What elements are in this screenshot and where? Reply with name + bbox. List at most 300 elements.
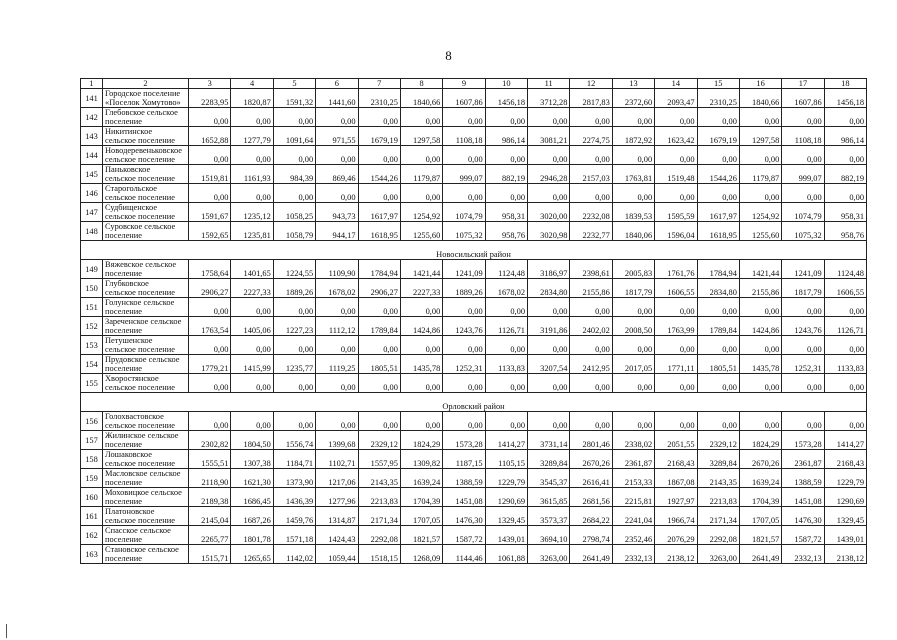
value-cell: 1519,81	[189, 165, 231, 184]
column-header: 6	[316, 79, 358, 89]
value-cell: 0,00	[739, 412, 781, 431]
row-number: 160	[81, 488, 103, 507]
district-section-row	[81, 241, 867, 260]
value-cell: 2292,08	[358, 526, 400, 545]
value-cell: 1415,99	[231, 355, 273, 374]
value-cell: 2361,87	[782, 450, 824, 469]
settlement-name-line: «Поселок Хомутово»	[105, 98, 181, 107]
settlement-name-line: Спасское сельское	[105, 526, 171, 535]
settlement-name	[103, 526, 189, 545]
value-cell: 2641,49	[739, 545, 781, 564]
value-cell: 1255,60	[400, 222, 442, 241]
value-cell: 0,00	[697, 412, 739, 431]
value-cell: 1441,60	[316, 89, 358, 108]
value-cell: 1621,30	[231, 469, 273, 488]
value-cell: 0,00	[485, 108, 527, 127]
settlement-name-line: Старогольское	[105, 184, 157, 193]
value-cell: 1290,69	[485, 488, 527, 507]
value-cell: 2302,82	[189, 431, 231, 450]
value-cell: 0,00	[400, 184, 442, 203]
value-cell: 0,00	[570, 146, 612, 165]
settlement-name-line: поселение	[105, 535, 142, 544]
value-cell: 1074,79	[782, 203, 824, 222]
value-cell: 1421,44	[400, 260, 442, 279]
value-cell: 2171,34	[358, 507, 400, 526]
value-cell: 3186,97	[528, 260, 570, 279]
value-cell: 1704,39	[739, 488, 781, 507]
value-cell: 1126,71	[824, 317, 866, 336]
value-cell: 2352,46	[612, 526, 654, 545]
settlement-name-line: сельское поселение	[105, 345, 175, 354]
settlement-name-line: Масловское сельское	[105, 469, 181, 478]
value-cell: 1235,12	[231, 203, 273, 222]
value-cell: 0,00	[528, 146, 570, 165]
value-cell: 1059,44	[316, 545, 358, 564]
value-cell: 882,19	[824, 165, 866, 184]
value-cell: 2227,33	[400, 279, 442, 298]
value-cell: 1867,08	[655, 469, 697, 488]
row-number: 149	[81, 260, 103, 279]
value-cell: 0,00	[697, 336, 739, 355]
settlement-name-line: Прудовское сельское	[105, 355, 180, 364]
value-cell: 1229,79	[485, 469, 527, 488]
value-cell: 2329,12	[697, 431, 739, 450]
value-cell: 1518,15	[358, 545, 400, 564]
settlement-name-line: сельское поселение	[105, 288, 175, 297]
value-cell: 1617,97	[358, 203, 400, 222]
settlement-name	[103, 298, 189, 317]
value-cell: 0,00	[612, 336, 654, 355]
settlement-name-line: сельское поселение	[105, 193, 175, 202]
settlement-name-line: Вяжевское сельское	[105, 260, 177, 269]
value-cell: 2906,27	[358, 279, 400, 298]
value-cell: 3615,85	[528, 488, 570, 507]
district-section-row	[81, 393, 867, 412]
value-cell: 2338,02	[612, 431, 654, 450]
settlement-name-line: сельское поселение	[105, 383, 175, 392]
value-cell: 1435,78	[400, 355, 442, 374]
value-cell: 1595,59	[655, 203, 697, 222]
value-cell: 3263,00	[528, 545, 570, 564]
value-cell: 0,00	[400, 146, 442, 165]
value-cell: 1235,77	[273, 355, 315, 374]
value-cell: 1557,95	[358, 450, 400, 469]
value-cell: 1571,18	[273, 526, 315, 545]
settlement-name-line: сельское поселение	[105, 421, 175, 430]
settlement-name	[103, 146, 189, 165]
value-cell: 1456,18	[485, 89, 527, 108]
value-cell: 0,00	[358, 184, 400, 203]
value-cell: 1459,76	[273, 507, 315, 526]
value-cell: 1840,66	[739, 89, 781, 108]
settlement-name	[103, 545, 189, 564]
value-cell: 0,00	[231, 184, 273, 203]
value-cell: 2155,86	[570, 279, 612, 298]
value-cell: 1252,31	[443, 355, 485, 374]
value-cell: 0,00	[824, 336, 866, 355]
value-cell: 1606,55	[655, 279, 697, 298]
column-header: 13	[612, 79, 654, 89]
value-cell: 2051,55	[655, 431, 697, 450]
value-cell: 882,19	[485, 165, 527, 184]
table-row	[81, 431, 867, 450]
value-cell: 1707,05	[739, 507, 781, 526]
settlement-name-line: Паньковское	[105, 165, 151, 174]
value-cell: 2681,56	[570, 488, 612, 507]
value-cell: 0,00	[528, 336, 570, 355]
table-row	[81, 222, 867, 241]
settlement-name-line: Голохвастовское	[105, 412, 164, 421]
value-cell: 0,00	[443, 374, 485, 393]
value-cell: 0,00	[824, 108, 866, 127]
value-cell: 0,00	[485, 146, 527, 165]
settlement-name-line: Становское сельское	[105, 545, 179, 554]
value-cell: 0,00	[697, 374, 739, 393]
value-cell: 1451,08	[782, 488, 824, 507]
settlement-name-line: сельское поселение	[105, 136, 175, 145]
value-cell: 0,00	[782, 108, 824, 127]
value-cell: 0,00	[358, 412, 400, 431]
settlement-name-line: Зареченское сельское	[105, 317, 182, 326]
settlement-name	[103, 108, 189, 127]
value-cell: 3020,98	[528, 222, 570, 241]
value-cell: 0,00	[697, 298, 739, 317]
value-cell: 0,00	[485, 412, 527, 431]
value-cell: 1707,05	[400, 507, 442, 526]
value-cell: 1607,86	[443, 89, 485, 108]
value-cell: 2017,05	[612, 355, 654, 374]
column-header: 7	[358, 79, 400, 89]
value-cell: 3545,37	[528, 469, 570, 488]
value-cell: 1179,87	[739, 165, 781, 184]
value-cell: 0,00	[570, 336, 612, 355]
table-row	[81, 279, 867, 298]
value-cell: 1821,57	[400, 526, 442, 545]
settlement-name-line: Глубковское	[105, 279, 149, 288]
value-cell: 0,00	[655, 298, 697, 317]
value-cell: 0,00	[443, 412, 485, 431]
value-cell: 0,00	[612, 146, 654, 165]
value-cell: 0,00	[400, 374, 442, 393]
value-cell: 0,00	[358, 298, 400, 317]
value-cell: 1587,72	[782, 526, 824, 545]
value-cell: 1456,18	[824, 89, 866, 108]
value-cell: 0,00	[570, 298, 612, 317]
value-cell: 0,00	[697, 184, 739, 203]
settlement-name-line: сельское поселение	[105, 155, 175, 164]
value-cell: 984,39	[273, 165, 315, 184]
value-cell: 0,00	[782, 146, 824, 165]
row-number: 147	[81, 203, 103, 222]
table-row	[81, 469, 867, 488]
value-cell: 1277,79	[231, 127, 273, 146]
value-cell: 2834,80	[697, 279, 739, 298]
value-cell: 0,00	[485, 374, 527, 393]
value-cell: 0,00	[358, 108, 400, 127]
value-cell: 2189,38	[189, 488, 231, 507]
value-cell: 2076,29	[655, 526, 697, 545]
value-cell: 0,00	[782, 336, 824, 355]
value-cell: 1112,12	[316, 317, 358, 336]
column-header: 3	[189, 79, 231, 89]
column-header: 18	[824, 79, 866, 89]
value-cell: 0,00	[316, 184, 358, 203]
value-cell: 1824,29	[739, 431, 781, 450]
settlement-name	[103, 260, 189, 279]
table-row	[81, 127, 867, 146]
table-row	[81, 507, 867, 526]
table-row	[81, 165, 867, 184]
value-cell: 0,00	[273, 298, 315, 317]
value-cell: 1399,68	[316, 431, 358, 450]
value-cell: 0,00	[231, 336, 273, 355]
row-number: 143	[81, 127, 103, 146]
value-cell: 1255,60	[739, 222, 781, 241]
settlement-name-line: поселение	[105, 307, 142, 316]
settlement-name-line: Платоновское	[105, 507, 155, 516]
value-cell: 0,00	[400, 108, 442, 127]
value-cell: 2798,74	[570, 526, 612, 545]
settlement-name	[103, 431, 189, 450]
value-cell: 1277,96	[316, 488, 358, 507]
row-number: 155	[81, 374, 103, 393]
value-cell: 0,00	[231, 374, 273, 393]
value-cell: 3712,28	[528, 89, 570, 108]
value-cell: 1241,09	[782, 260, 824, 279]
value-cell: 2232,08	[570, 203, 612, 222]
column-header: 8	[400, 79, 442, 89]
column-header: 15	[697, 79, 739, 89]
value-cell: 1254,92	[400, 203, 442, 222]
value-cell: 0,00	[316, 374, 358, 393]
column-header: 2	[103, 79, 189, 89]
value-cell: 0,00	[443, 298, 485, 317]
value-cell: 986,14	[824, 127, 866, 146]
table-row	[81, 336, 867, 355]
district-title: Новосильский район	[81, 241, 867, 260]
value-cell: 1889,26	[443, 279, 485, 298]
column-header: 10	[485, 79, 527, 89]
value-cell: 1763,54	[189, 317, 231, 336]
row-number: 141	[81, 89, 103, 108]
value-cell: 1678,02	[485, 279, 527, 298]
settlement-name	[103, 469, 189, 488]
value-cell: 2215,81	[612, 488, 654, 507]
value-cell: 1784,94	[358, 260, 400, 279]
value-cell: 0,00	[316, 298, 358, 317]
value-cell: 944,17	[316, 222, 358, 241]
value-cell: 1388,59	[782, 469, 824, 488]
value-cell: 0,00	[697, 146, 739, 165]
value-cell: 999,07	[782, 165, 824, 184]
value-cell: 1187,15	[443, 450, 485, 469]
value-cell: 1805,51	[358, 355, 400, 374]
value-cell: 1142,02	[273, 545, 315, 564]
value-cell: 986,14	[485, 127, 527, 146]
value-cell: 1840,06	[612, 222, 654, 241]
value-cell: 0,00	[739, 146, 781, 165]
value-cell: 2171,34	[697, 507, 739, 526]
header-row	[81, 79, 867, 89]
value-cell: 0,00	[782, 298, 824, 317]
value-cell: 2670,26	[739, 450, 781, 469]
value-cell: 0,00	[316, 108, 358, 127]
table-row	[81, 203, 867, 222]
settlement-name	[103, 184, 189, 203]
settlement-name-line: Хворостянское	[105, 374, 159, 383]
value-cell: 0,00	[697, 108, 739, 127]
column-header: 11	[528, 79, 570, 89]
settlement-name-line: поселение	[105, 554, 142, 563]
value-cell: 0,00	[358, 146, 400, 165]
value-cell: 943,73	[316, 203, 358, 222]
value-cell: 1435,78	[739, 355, 781, 374]
settlement-name-line: Судбищенское	[105, 203, 158, 212]
value-cell: 2332,13	[612, 545, 654, 564]
value-cell: 0,00	[273, 108, 315, 127]
value-cell: 0,00	[400, 336, 442, 355]
value-cell: 0,00	[485, 336, 527, 355]
value-cell: 0,00	[189, 336, 231, 355]
table-row	[81, 108, 867, 127]
value-cell: 1872,92	[612, 127, 654, 146]
row-number: 150	[81, 279, 103, 298]
value-cell: 2361,87	[612, 450, 654, 469]
value-cell: 1840,66	[400, 89, 442, 108]
value-cell: 2241,04	[612, 507, 654, 526]
column-header: 9	[443, 79, 485, 89]
value-cell: 0,00	[739, 184, 781, 203]
value-cell: 2616,41	[570, 469, 612, 488]
value-cell: 0,00	[528, 374, 570, 393]
value-cell: 0,00	[612, 298, 654, 317]
value-cell: 1789,84	[358, 317, 400, 336]
value-cell: 2946,28	[528, 165, 570, 184]
value-cell: 2155,86	[739, 279, 781, 298]
value-cell: 2372,60	[612, 89, 654, 108]
column-header: 5	[273, 79, 315, 89]
value-cell: 1596,04	[655, 222, 697, 241]
value-cell: 1102,71	[316, 450, 358, 469]
value-cell: 1439,01	[824, 526, 866, 545]
row-number: 157	[81, 431, 103, 450]
value-cell: 1179,87	[400, 165, 442, 184]
value-cell: 2684,22	[570, 507, 612, 526]
value-cell: 1623,42	[655, 127, 697, 146]
value-cell: 1556,74	[273, 431, 315, 450]
value-cell: 1243,76	[782, 317, 824, 336]
value-cell: 1405,06	[231, 317, 273, 336]
value-cell: 0,00	[273, 374, 315, 393]
value-cell: 0,00	[189, 374, 231, 393]
value-cell: 1515,71	[189, 545, 231, 564]
value-cell: 2310,25	[358, 89, 400, 108]
value-cell: 1297,58	[739, 127, 781, 146]
value-cell: 2005,83	[612, 260, 654, 279]
column-header: 17	[782, 79, 824, 89]
value-cell: 1414,27	[485, 431, 527, 450]
value-cell: 3573,37	[528, 507, 570, 526]
value-cell: 1414,27	[824, 431, 866, 450]
value-cell: 2412,95	[570, 355, 612, 374]
value-cell: 2143,35	[358, 469, 400, 488]
row-number: 148	[81, 222, 103, 241]
value-cell: 1133,83	[485, 355, 527, 374]
row-number: 144	[81, 146, 103, 165]
value-cell: 1314,87	[316, 507, 358, 526]
settlement-name	[103, 222, 189, 241]
value-cell: 1401,65	[231, 260, 273, 279]
value-cell: 0,00	[316, 336, 358, 355]
value-cell: 2398,61	[570, 260, 612, 279]
value-cell: 1555,51	[189, 450, 231, 469]
settlement-name	[103, 412, 189, 431]
value-cell: 1591,67	[189, 203, 231, 222]
value-cell: 1309,82	[400, 450, 442, 469]
value-cell: 3731,14	[528, 431, 570, 450]
value-cell: 0,00	[273, 412, 315, 431]
value-cell: 0,00	[189, 184, 231, 203]
value-cell: 1801,78	[231, 526, 273, 545]
column-header: 4	[231, 79, 273, 89]
row-number: 152	[81, 317, 103, 336]
value-cell: 2118,90	[189, 469, 231, 488]
value-cell: 1424,86	[400, 317, 442, 336]
value-cell: 1817,79	[612, 279, 654, 298]
value-cell: 1573,28	[782, 431, 824, 450]
value-cell: 1824,29	[400, 431, 442, 450]
settlement-name-line: сельское поселение	[105, 212, 175, 221]
value-cell: 1476,30	[443, 507, 485, 526]
value-cell: 0,00	[443, 336, 485, 355]
settlement-name-line: сельское поселение	[105, 174, 175, 183]
value-cell: 2670,26	[570, 450, 612, 469]
column-header: 12	[570, 79, 612, 89]
table-row	[81, 260, 867, 279]
settlement-name-line: поселение	[105, 478, 142, 487]
value-cell: 1758,64	[189, 260, 231, 279]
value-cell: 0,00	[273, 146, 315, 165]
value-cell: 999,07	[443, 165, 485, 184]
value-cell: 0,00	[316, 412, 358, 431]
value-cell: 1763,81	[612, 165, 654, 184]
settlement-name	[103, 127, 189, 146]
column-header: 14	[655, 79, 697, 89]
value-cell: 1544,26	[358, 165, 400, 184]
value-cell: 1817,79	[782, 279, 824, 298]
settlement-name-line: Никитинское	[105, 127, 153, 136]
value-cell: 0,00	[358, 336, 400, 355]
value-cell: 1161,93	[231, 165, 273, 184]
value-cell: 1591,32	[273, 89, 315, 108]
settlement-name-line: поселение	[105, 364, 142, 373]
value-cell: 0,00	[655, 184, 697, 203]
value-cell: 0,00	[231, 298, 273, 317]
settlement-name	[103, 355, 189, 374]
district-title: Орловский район	[81, 393, 867, 412]
value-cell: 2310,25	[697, 89, 739, 108]
value-cell: 1587,72	[443, 526, 485, 545]
table-row	[81, 298, 867, 317]
value-cell: 1679,19	[358, 127, 400, 146]
value-cell: 2213,83	[697, 488, 739, 507]
value-cell: 0,00	[189, 146, 231, 165]
value-cell: 0,00	[316, 146, 358, 165]
value-cell: 0,00	[570, 374, 612, 393]
value-cell: 2168,43	[655, 450, 697, 469]
row-number: 159	[81, 469, 103, 488]
value-cell: 0,00	[189, 108, 231, 127]
